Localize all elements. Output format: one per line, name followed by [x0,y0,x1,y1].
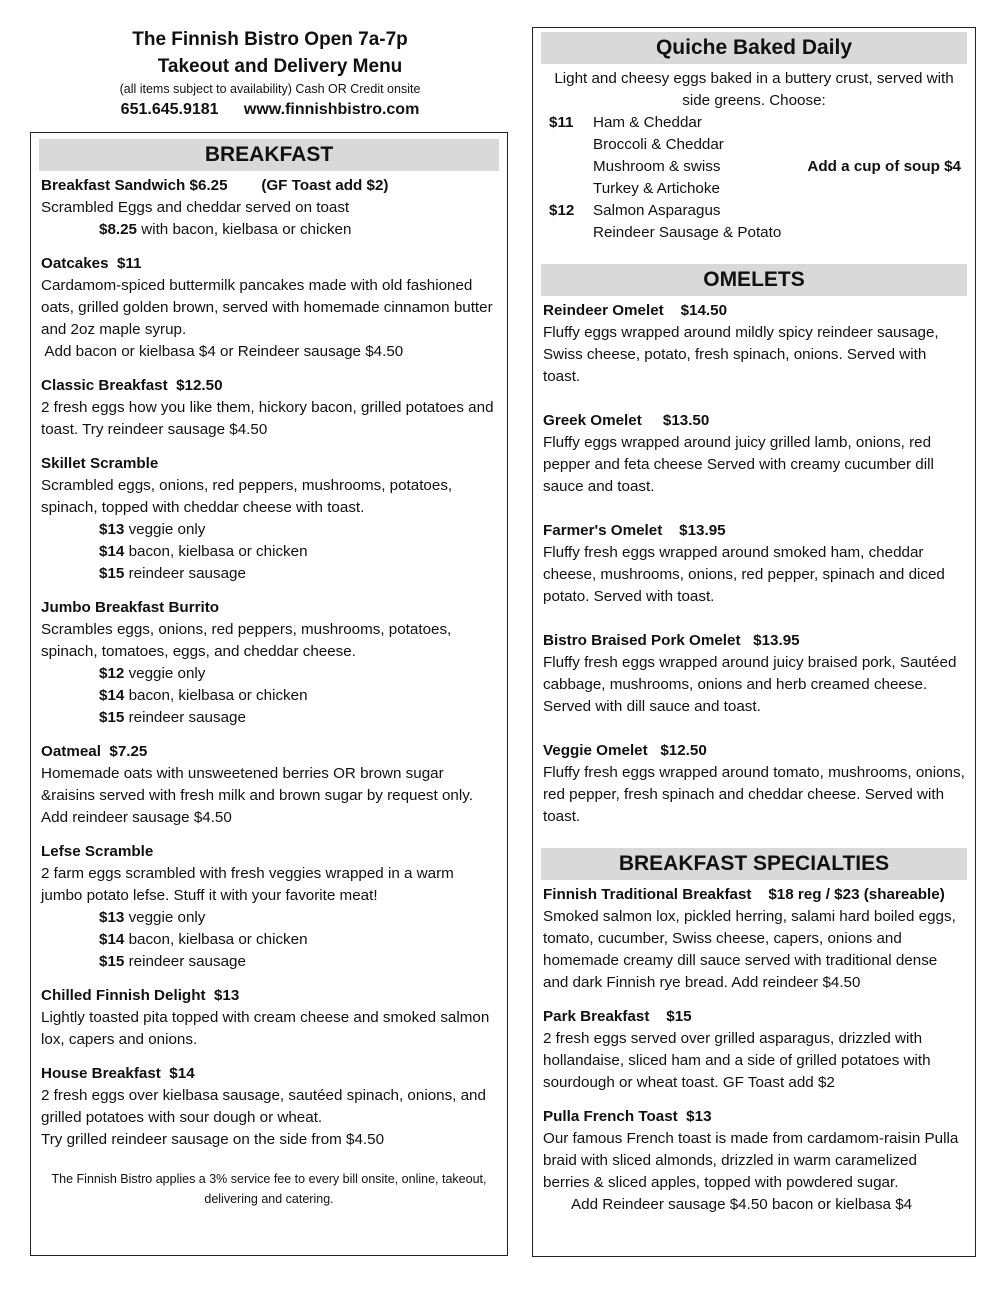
item-title: Finnish Traditional Breakfast $18 reg / $23 (shareable) [543,886,945,903]
item-description: Fluffy fresh eggs wrapped around tomato, mushrooms, onions, red pepper, fresh spinach and cheddar cheese. Served with toast. [543,764,965,825]
option-text: bacon, kielbasa or chicken [124,543,308,560]
option-price: $15 [99,709,125,726]
option-price: $14 [99,543,125,560]
item-title: Skillet Scramble [41,455,159,472]
quiche-option [533,200,975,222]
option-text: veggie only [124,521,206,538]
item-description: Scrambles eggs, onions, red peppers, mushrooms, potatoes, spinach, tomatoes, eggs, and cheddar cheese. [41,621,452,660]
item-title: Greek Omelet $13.50 [543,412,710,429]
option-text: reindeer sausage [124,953,246,970]
quiche-price [533,134,593,156]
item-title: Oatcakes $11 [41,255,142,272]
item-description: Fluffy fresh eggs wrapped around smoked ham, cheddar cheese, mushrooms, onions, red pepper, spinach and diced potato. Served with toast. [543,544,945,605]
item-description: 2 fresh eggs over kielbasa sausage, sautéed spinach, onions, and grilled potatoes with sour dough or wheat. [41,1087,486,1126]
option-price: $14 [99,687,125,704]
item-title: Veggie Omelet $12.50 [543,742,707,759]
option-price: $15 [99,953,125,970]
item-option [41,663,497,685]
quiche-option [533,156,975,178]
option-text: veggie only [124,665,206,682]
item-title: Breakfast Sandwich $6.25 (GF Toast add $2) [41,177,389,194]
option-price: $14 [99,931,125,948]
item-title: Park Breakfast $15 [543,1008,692,1025]
soup-addon-note: Add a cup of soup $4 [807,158,961,175]
item-option [41,685,497,707]
item-title: Lefse Scramble [41,843,154,860]
menu-item [543,884,965,994]
item-description: 2 fresh eggs how you like them, hickory bacon, grilled potatoes and toast. Try reindeer sausage $4.50 [41,399,494,438]
quiche-intro: Light and cheesy eggs baked in a buttery crust, served with side greens. Choose: [554,70,954,109]
menu-item [41,175,497,241]
breakfast-heading: BREAKFAST [39,139,499,171]
option-text: veggie only [124,909,206,926]
item-option [41,951,497,973]
breakfast-items [31,175,507,1151]
menu-item [41,375,497,441]
option-text: bacon, kielbasa or chicken [124,687,308,704]
option-text: reindeer sausage [124,709,246,726]
menu-item [543,1006,965,1094]
menu-item [543,520,965,608]
option-price: $13 [99,521,125,538]
item-description: Fluffy fresh eggs wrapped around juicy braised pork, Sautéed cabbage, mushrooms, onions and herb creamed cheese. Served with dill sauce and toast. [543,654,957,715]
menu-item [543,630,965,718]
quiche-option [533,134,975,156]
menu-item [41,253,497,363]
option-text: bacon, kielbasa or chicken [124,931,308,948]
quiche-name: Reindeer Sausage & Potato [593,224,782,241]
contact-line [40,98,500,122]
quiche-price [533,222,593,244]
quiche-name: Broccoli & Cheddar [593,136,724,153]
menu-item [41,841,497,973]
item-extra: Add Reindeer sausage $4.50 bacon or kielbasa $4 [571,1196,913,1213]
item-description: Fluffy eggs wrapped around mildly spicy reindeer sausage, Swiss cheese, potato, fresh spinach, onions. Served with toast. [543,324,939,385]
option-price: $12 [99,665,125,682]
item-description: Lightly toasted pita topped with cream cheese and smoked salmon lox, capers and onions. [41,1009,490,1048]
item-title: Bistro Braised Pork Omelet $13.95 [543,632,800,649]
quiche-name: Mushroom & swiss [593,158,721,175]
option-price: $13 [99,909,125,926]
quiche-options [533,112,975,244]
availability-note: (all items subject to availability) Cash OR Credit onsite [119,82,421,96]
menu-header [40,26,500,122]
item-option [41,707,497,729]
item-extra: Add bacon or kielbasa $4 or Reindeer sausage $4.50 [41,343,404,360]
menu-item [41,741,497,829]
item-title: Oatmeal $7.25 [41,743,148,760]
menu-item [41,597,497,729]
item-description: Our famous French toast is made from cardamom-raisin Pulla braid with sliced almonds, drizzled in warm caramelized berries & sliced apples, topped with powdered sugar. [543,1130,959,1191]
item-option [41,563,497,585]
item-title: Classic Breakfast $12.50 [41,377,223,394]
menu-subtitle: Takeout and Delivery Menu [157,56,403,77]
right-column [532,27,976,1257]
item-option [41,519,497,541]
option-text: reindeer sausage [124,565,246,582]
menu-item [543,300,965,388]
quiche-heading: Quiche Baked Daily [541,32,967,64]
quiche-name: Salmon Asparagus [593,202,721,219]
phone-number: 651.645.9181 [120,101,219,118]
omelet-items [533,300,975,828]
menu-item [41,1063,497,1151]
item-option [41,929,497,951]
quiche-price: $11 [549,114,574,131]
item-description: Fluffy eggs wrapped around juicy grilled lamb, onions, red pepper and feta cheese Served with creamy cucumber dill sauce and toast. [543,434,934,495]
item-description: Scrambled Eggs and cheddar served on toast [41,199,350,216]
item-extra: Try grilled reindeer sausage on the side from $4.50 [41,1131,385,1148]
item-option [41,907,497,929]
quiche-price [533,178,593,200]
menu-item [543,410,965,498]
item-title: Farmer's Omelet $13.95 [543,522,726,539]
item-option [41,541,497,563]
quiche-name: Ham & Cheddar [593,114,702,131]
specialties-heading: BREAKFAST SPECIALTIES [541,848,967,880]
item-description: Cardamom-spiced buttermilk pancakes made with old fashioned oats, grilled golden brown, served with homemade cinnamon butter and 2oz maple syrup. [41,277,493,338]
breakfast-section [30,132,508,1256]
quiche-option [533,112,975,134]
specialty-items [533,884,975,1216]
menu-item [41,453,497,585]
item-title: Jumbo Breakfast Burrito [41,599,220,616]
quiche-name: Turkey & Artichoke [593,180,720,197]
item-description: 2 farm eggs scrambled with fresh veggies wrapped in a warm jumbo potato lefse. Stuff it with your favorite meat! [41,865,454,904]
quiche-price [533,156,593,178]
item-description: Smoked salmon lox, pickled herring, salami hard boiled eggs, tomato, cucumber, Swiss cheese, capers, onions and homemade creamy dill sauce served with traditional dense and dark Finnish rye bread. Add reindeer $4.50 [543,908,956,991]
option-text: with bacon, kielbasa or chicken [137,221,352,238]
restaurant-title: The Finnish Bistro Open 7a-7p [132,29,408,50]
menu-item [543,740,965,828]
menu-item [543,1106,965,1216]
menu-item [41,985,497,1051]
item-title: Reindeer Omelet $14.50 [543,302,728,319]
quiche-price: $12 [549,202,575,219]
item-option [41,219,497,241]
service-fee-note: The Finnish Bistro applies a 3% service fee to every bill onsite, online, takeout, delivering and catering. [51,1172,487,1206]
option-price: $8.25 [99,221,138,238]
quiche-option [533,222,975,244]
option-price: $15 [99,565,125,582]
omelets-heading: OMELETS [541,264,967,296]
item-title: Chilled Finnish Delight $13 [41,987,240,1004]
item-description: Scrambled eggs, onions, red peppers, mushrooms, potatoes, spinach, topped with cheddar cheese with toast. [41,477,453,516]
item-title: House Breakfast $14 [41,1065,195,1082]
item-description: Homemade oats with unsweetened berries OR brown sugar &raisins served with fresh milk and brown sugar by request only. Add reindeer sausage $4.50 [41,765,473,826]
item-description: 2 fresh eggs served over grilled asparagus, drizzled with hollandaise, sliced ham and a side of grilled potatoes with sourdough or wheat toast. GF Toast add $2 [543,1030,931,1091]
website-link[interactable]: www.finnishbistro.com [243,101,420,118]
item-title: Pulla French Toast $13 [543,1108,712,1125]
quiche-option [533,178,975,200]
